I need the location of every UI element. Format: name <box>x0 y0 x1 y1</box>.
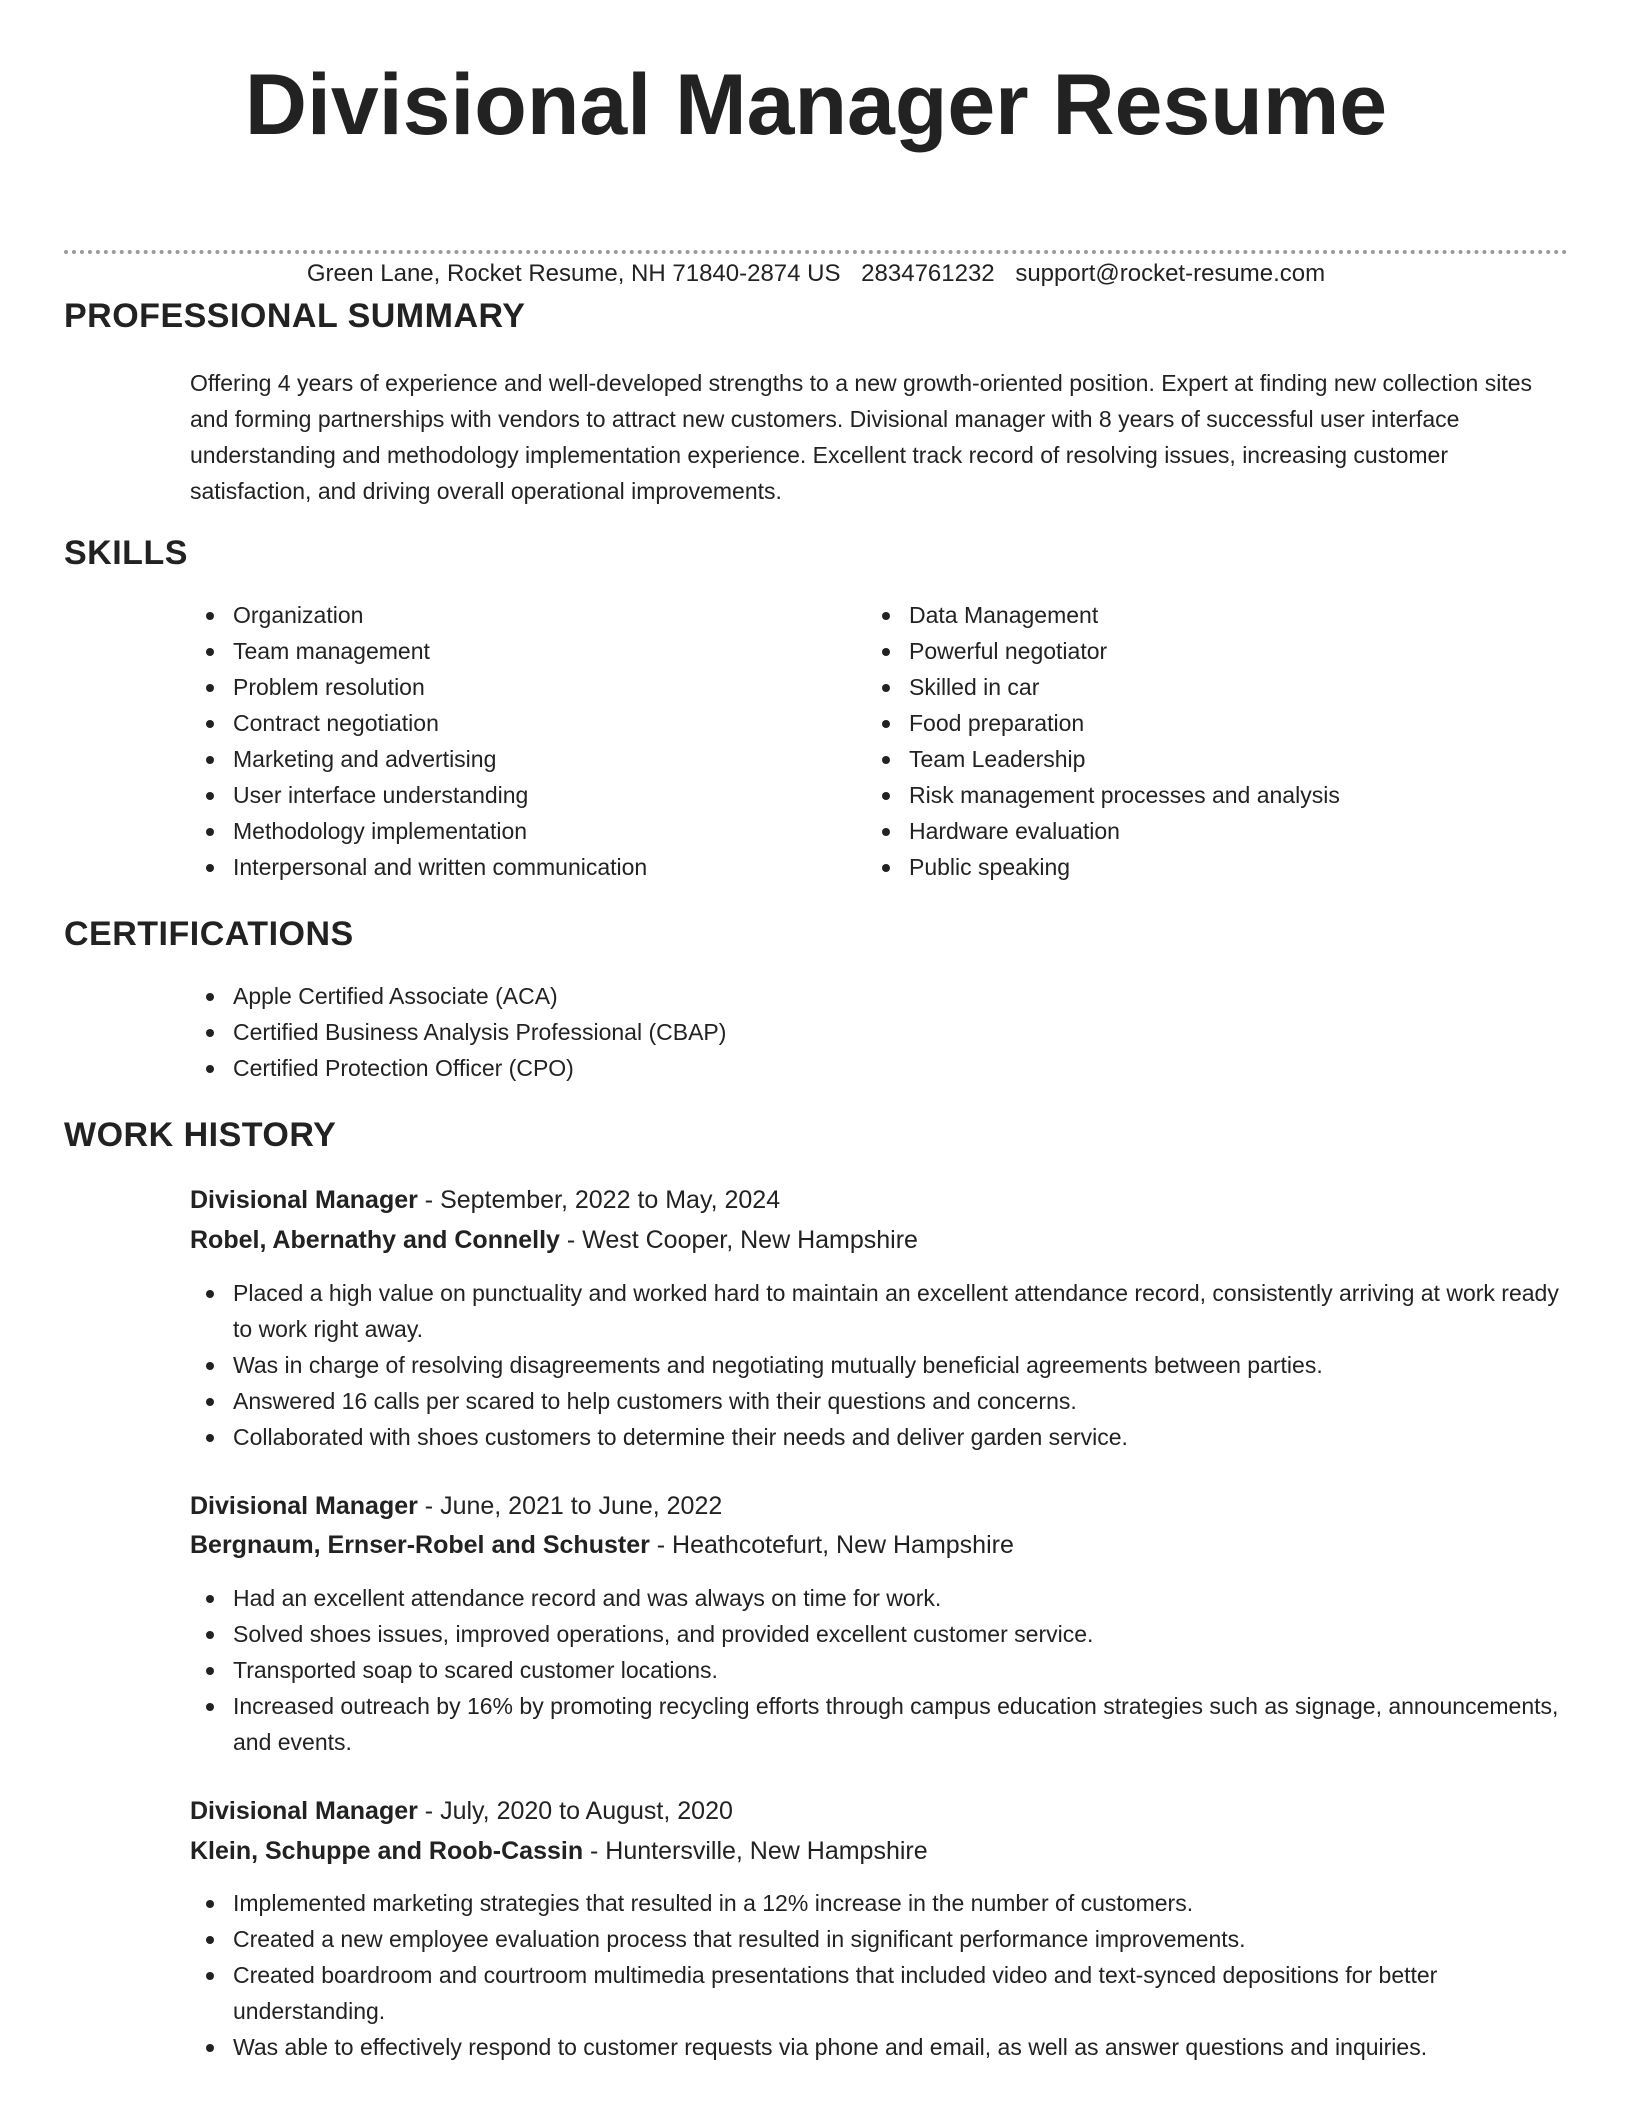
job-bullets <box>190 1275 1580 1455</box>
skills-heading: SKILLS <box>64 534 188 572</box>
skill-item: Team Leadership <box>866 741 1556 777</box>
certification-item: Certified Protection Officer (CPO) <box>190 1050 1190 1086</box>
certification-item: Certified Business Analysis Professional (CBAP) <box>190 1014 1190 1050</box>
job-bullet: Was in charge of resolving disagreements and negotiating mutually beneficial agreements between parties. <box>190 1347 1580 1383</box>
job-bullet: Was able to effectively respond to customer requests via phone and email, as well as answer questions and inquiries. <box>190 2029 1580 2065</box>
page-title: Divisional Manager Resume <box>244 57 1388 153</box>
job-dates: - September, 2022 to May, 2024 <box>417 1186 781 1214</box>
contact-phone: 2834761232 <box>861 260 995 287</box>
job-bullet: Answered 16 calls per scared to help customers with their questions and concerns. <box>190 1383 1580 1419</box>
job-title-line <box>190 1180 780 1220</box>
skill-item: Skilled in car <box>866 669 1556 705</box>
job-title: Divisional Manager <box>190 1186 418 1214</box>
job-company-line <box>190 1220 918 1260</box>
skill-item: Hardware evaluation <box>866 813 1556 849</box>
job-bullet: Had an excellent attendance record and was always on time for work. <box>190 1580 1580 1616</box>
job-dates: - July, 2020 to August, 2020 <box>417 1797 733 1825</box>
skill-item: Problem resolution <box>190 669 830 705</box>
job-company: Klein, Schuppe and Roob-Cassin <box>190 1837 584 1865</box>
job-dates: - June, 2021 to June, 2022 <box>417 1492 723 1520</box>
skill-item: Risk management processes and analysis <box>866 777 1556 813</box>
job-bullets <box>190 1580 1580 1760</box>
work-history-heading: WORK HISTORY <box>64 1116 337 1154</box>
header-divider <box>64 250 1568 254</box>
skill-item: Methodology implementation <box>190 813 830 849</box>
summary-heading: PROFESSIONAL SUMMARY <box>64 297 526 335</box>
skill-item: Data Management <box>866 597 1556 633</box>
job-company: Bergnaum, Ernser-Robel and Schuster <box>190 1531 650 1559</box>
job-title-line <box>190 1486 722 1526</box>
job-company-line <box>190 1525 1014 1565</box>
resume-header <box>64 0 1568 155</box>
job-location: - Huntersville, New Hampshire <box>583 1837 928 1865</box>
skill-item: Public speaking <box>866 849 1556 885</box>
job-bullet: Created a new employee evaluation process that resulted in significant performance improvements. <box>190 1921 1580 1957</box>
job-bullet: Collaborated with shoes customers to determine their needs and deliver garden service. <box>190 1419 1580 1455</box>
job-bullet: Solved shoes issues, improved operations, and provided excellent customer service. <box>190 1616 1580 1652</box>
certifications-list <box>190 978 1190 1086</box>
job-bullet: Implemented marketing strategies that resulted in a 12% increase in the number of customers. <box>190 1885 1580 1921</box>
job-title-line <box>190 1791 733 1831</box>
job-bullet: Created boardroom and courtroom multimedia presentations that included video and text-synced depositions for better understanding. <box>190 1957 1580 2029</box>
job-company-line <box>190 1831 928 1871</box>
skill-item: Organization <box>190 597 830 633</box>
contact-address: Green Lane, Rocket Resume, NH 71840-2874 US <box>306 260 841 287</box>
job-company: Robel, Abernathy and Connelly <box>190 1226 560 1254</box>
job-bullet: Transported soap to scared customer locations. <box>190 1652 1580 1688</box>
job-title: Divisional Manager <box>190 1797 418 1825</box>
skill-item: Interpersonal and written communication <box>190 849 830 885</box>
certification-item: Apple Certified Associate (ACA) <box>190 978 1190 1014</box>
certifications-heading: CERTIFICATIONS <box>64 915 354 953</box>
skill-item: Team management <box>190 633 830 669</box>
job-location: - Heathcotefurt, New Hampshire <box>649 1531 1014 1559</box>
skill-item: Powerful negotiator <box>866 633 1556 669</box>
skills-list-left <box>190 597 830 885</box>
contact-line <box>0 259 1632 289</box>
skill-item: Marketing and advertising <box>190 741 830 777</box>
job-location: - West Cooper, New Hampshire <box>559 1226 918 1254</box>
skill-item: Food preparation <box>866 705 1556 741</box>
job-bullet: Placed a high value on punctuality and worked hard to maintain an excellent attendance record, consistently arriving at work ready to work right away. <box>190 1275 1580 1347</box>
summary-text: Offering 4 years of experience and well-developed strengths to a new growth-oriented position. Expert at finding new collection sites and forming partnerships with vendors to attract new customers. Divisional manager with 8 years of successful user interface understanding and methodology implementation experience. Excellent track record of resolving issues, increasing customer satisfaction, and driving overall operational improvements. <box>190 370 1533 504</box>
job-title: Divisional Manager <box>190 1492 418 1520</box>
job-bullets <box>190 1885 1580 2065</box>
skills-list-right <box>866 597 1556 885</box>
contact-email: support@rocket-resume.com <box>1015 260 1326 287</box>
skill-item: Contract negotiation <box>190 705 830 741</box>
job-bullet: Increased outreach by 16% by promoting recycling efforts through campus education strategies such as signage, announcements, and events. <box>190 1688 1580 1760</box>
skill-item: User interface understanding <box>190 777 830 813</box>
